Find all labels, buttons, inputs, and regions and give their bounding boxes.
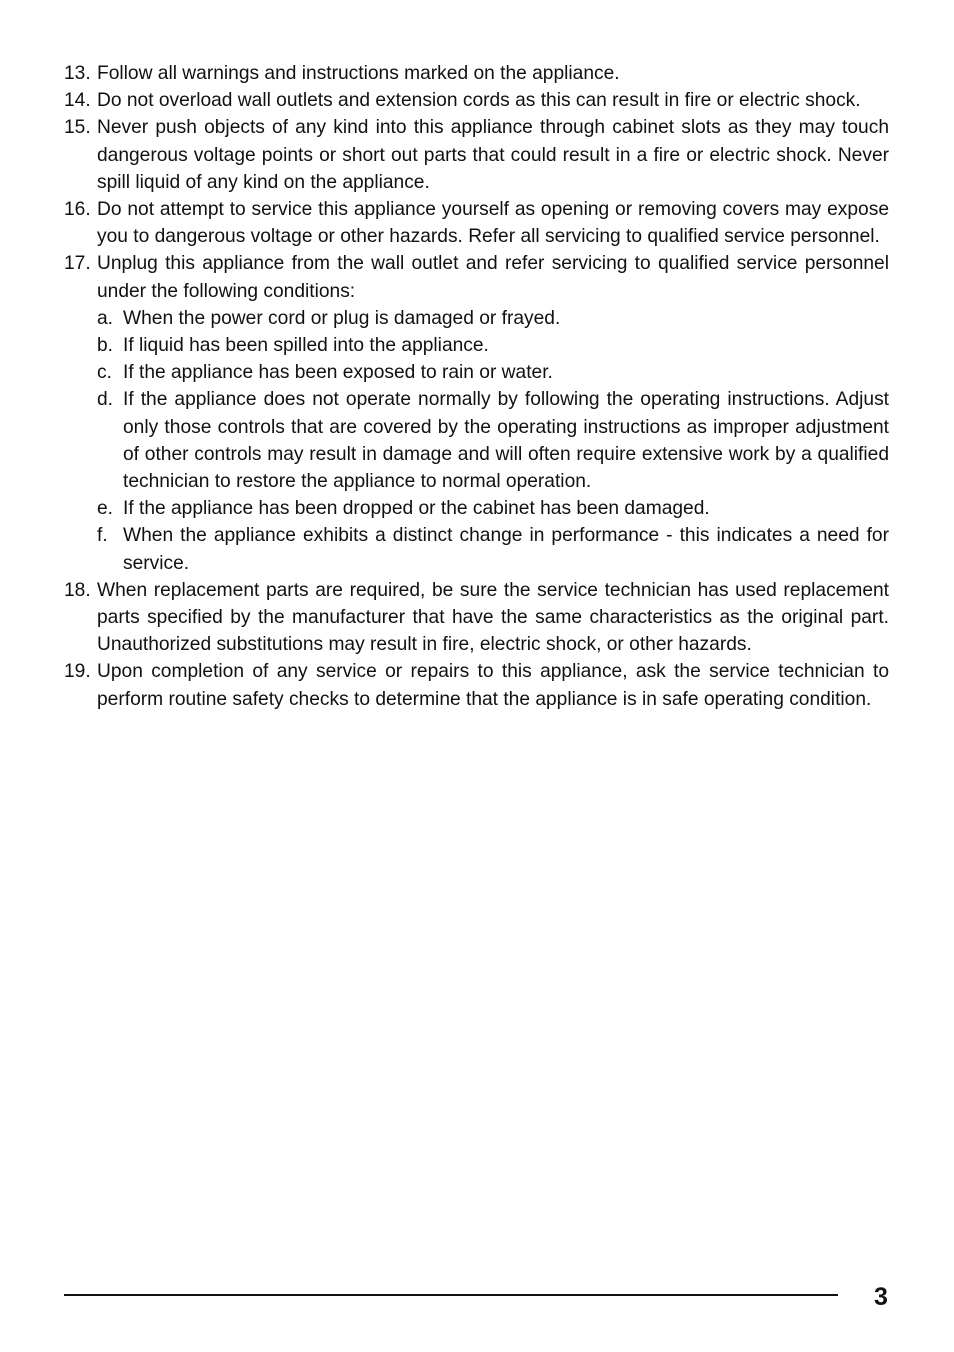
item-body bbox=[97, 658, 889, 712]
item-number: 16. bbox=[64, 199, 91, 221]
item-number: 18. bbox=[64, 579, 91, 601]
item-number: 14. bbox=[64, 90, 91, 112]
sub-item-text: When the power cord or plug is damaged or frayed. bbox=[123, 307, 561, 329]
sub-list-item bbox=[97, 305, 889, 332]
sub-item-text: If the appliance has been exposed to rain or water. bbox=[123, 362, 553, 384]
item-text: Never push objects of any kind into this appliance through cabinet slots as they may touch dangerous voltage points or short out parts that could result in a fire or electric shock. Never spill liquid of any kind on the appliance. bbox=[97, 117, 889, 193]
sub-item-letter: b. bbox=[97, 335, 114, 357]
sub-item-letter: c. bbox=[97, 362, 112, 384]
safety-instructions bbox=[64, 60, 889, 713]
item-body bbox=[97, 196, 889, 250]
item-text: Follow all warnings and instructions marked on the appliance. bbox=[97, 63, 620, 84]
list-item bbox=[64, 250, 889, 576]
item-text: Unplug this appliance from the wall outlet and refer servicing to qualified service personnel under the following conditions: bbox=[97, 253, 889, 302]
list-item bbox=[64, 87, 889, 114]
sub-item-letter: e. bbox=[97, 498, 114, 520]
condition-list bbox=[97, 305, 889, 577]
item-body bbox=[97, 114, 889, 196]
list-item bbox=[64, 60, 889, 87]
item-number: 13. bbox=[64, 63, 91, 84]
instruction-list bbox=[64, 60, 889, 713]
sub-item-text: If liquid has been spilled into the appliance. bbox=[123, 335, 489, 357]
sub-list-item bbox=[97, 332, 889, 359]
sub-item-letter: f. bbox=[97, 525, 108, 547]
list-item bbox=[64, 658, 889, 712]
sub-list-item bbox=[97, 386, 889, 495]
item-text: Upon completion of any service or repairs to this appliance, ask the service technician to perform routine safety checks to determine that the appliance is in safe operating condition. bbox=[97, 661, 889, 710]
item-text: Do not overload wall outlets and extension cords as this can result in fire or electric shock. bbox=[97, 90, 861, 112]
list-item bbox=[64, 577, 889, 659]
sub-item-letter: a. bbox=[97, 307, 114, 329]
sub-item-text: If the appliance does not operate normally by following the operating instructions. Adjust only those controls that are covered by the operating instructions as improper adjustment of other controls may result in damage and will often require extensive work by a qualified technician to restore the appliance to normal operation. bbox=[123, 389, 889, 493]
item-body bbox=[97, 87, 889, 114]
item-body bbox=[97, 250, 889, 576]
footer-divider bbox=[64, 1294, 838, 1296]
item-number: 17. bbox=[64, 253, 91, 275]
sub-list-item bbox=[97, 495, 889, 522]
list-item bbox=[64, 114, 889, 196]
item-number: 15. bbox=[64, 117, 91, 139]
sub-list-item bbox=[97, 522, 889, 576]
item-body bbox=[97, 60, 889, 87]
item-number: 19. bbox=[64, 661, 91, 683]
list-item bbox=[64, 196, 889, 250]
item-body bbox=[97, 577, 889, 659]
sub-item-letter: d. bbox=[97, 389, 114, 411]
sub-item-text: If the appliance has been dropped or the cabinet has been damaged. bbox=[123, 498, 710, 520]
page-number: 3 bbox=[874, 1283, 888, 1311]
sub-item-text: When the appliance exhibits a distinct change in performance - this indicates a need for service. bbox=[123, 525, 889, 574]
sub-list-item bbox=[97, 359, 889, 386]
item-text: When replacement parts are required, be sure the service technician has used replacement parts specified by the manufacturer that have the same characteristics as the original part. Unauthorized substitutions may result in fire, electric shock, or other hazards. bbox=[97, 579, 889, 656]
item-text: Do not attempt to service this appliance yourself as opening or removing covers may expose you to dangerous voltage or other hazards. Refer all servicing to qualified service personnel. bbox=[97, 199, 889, 248]
